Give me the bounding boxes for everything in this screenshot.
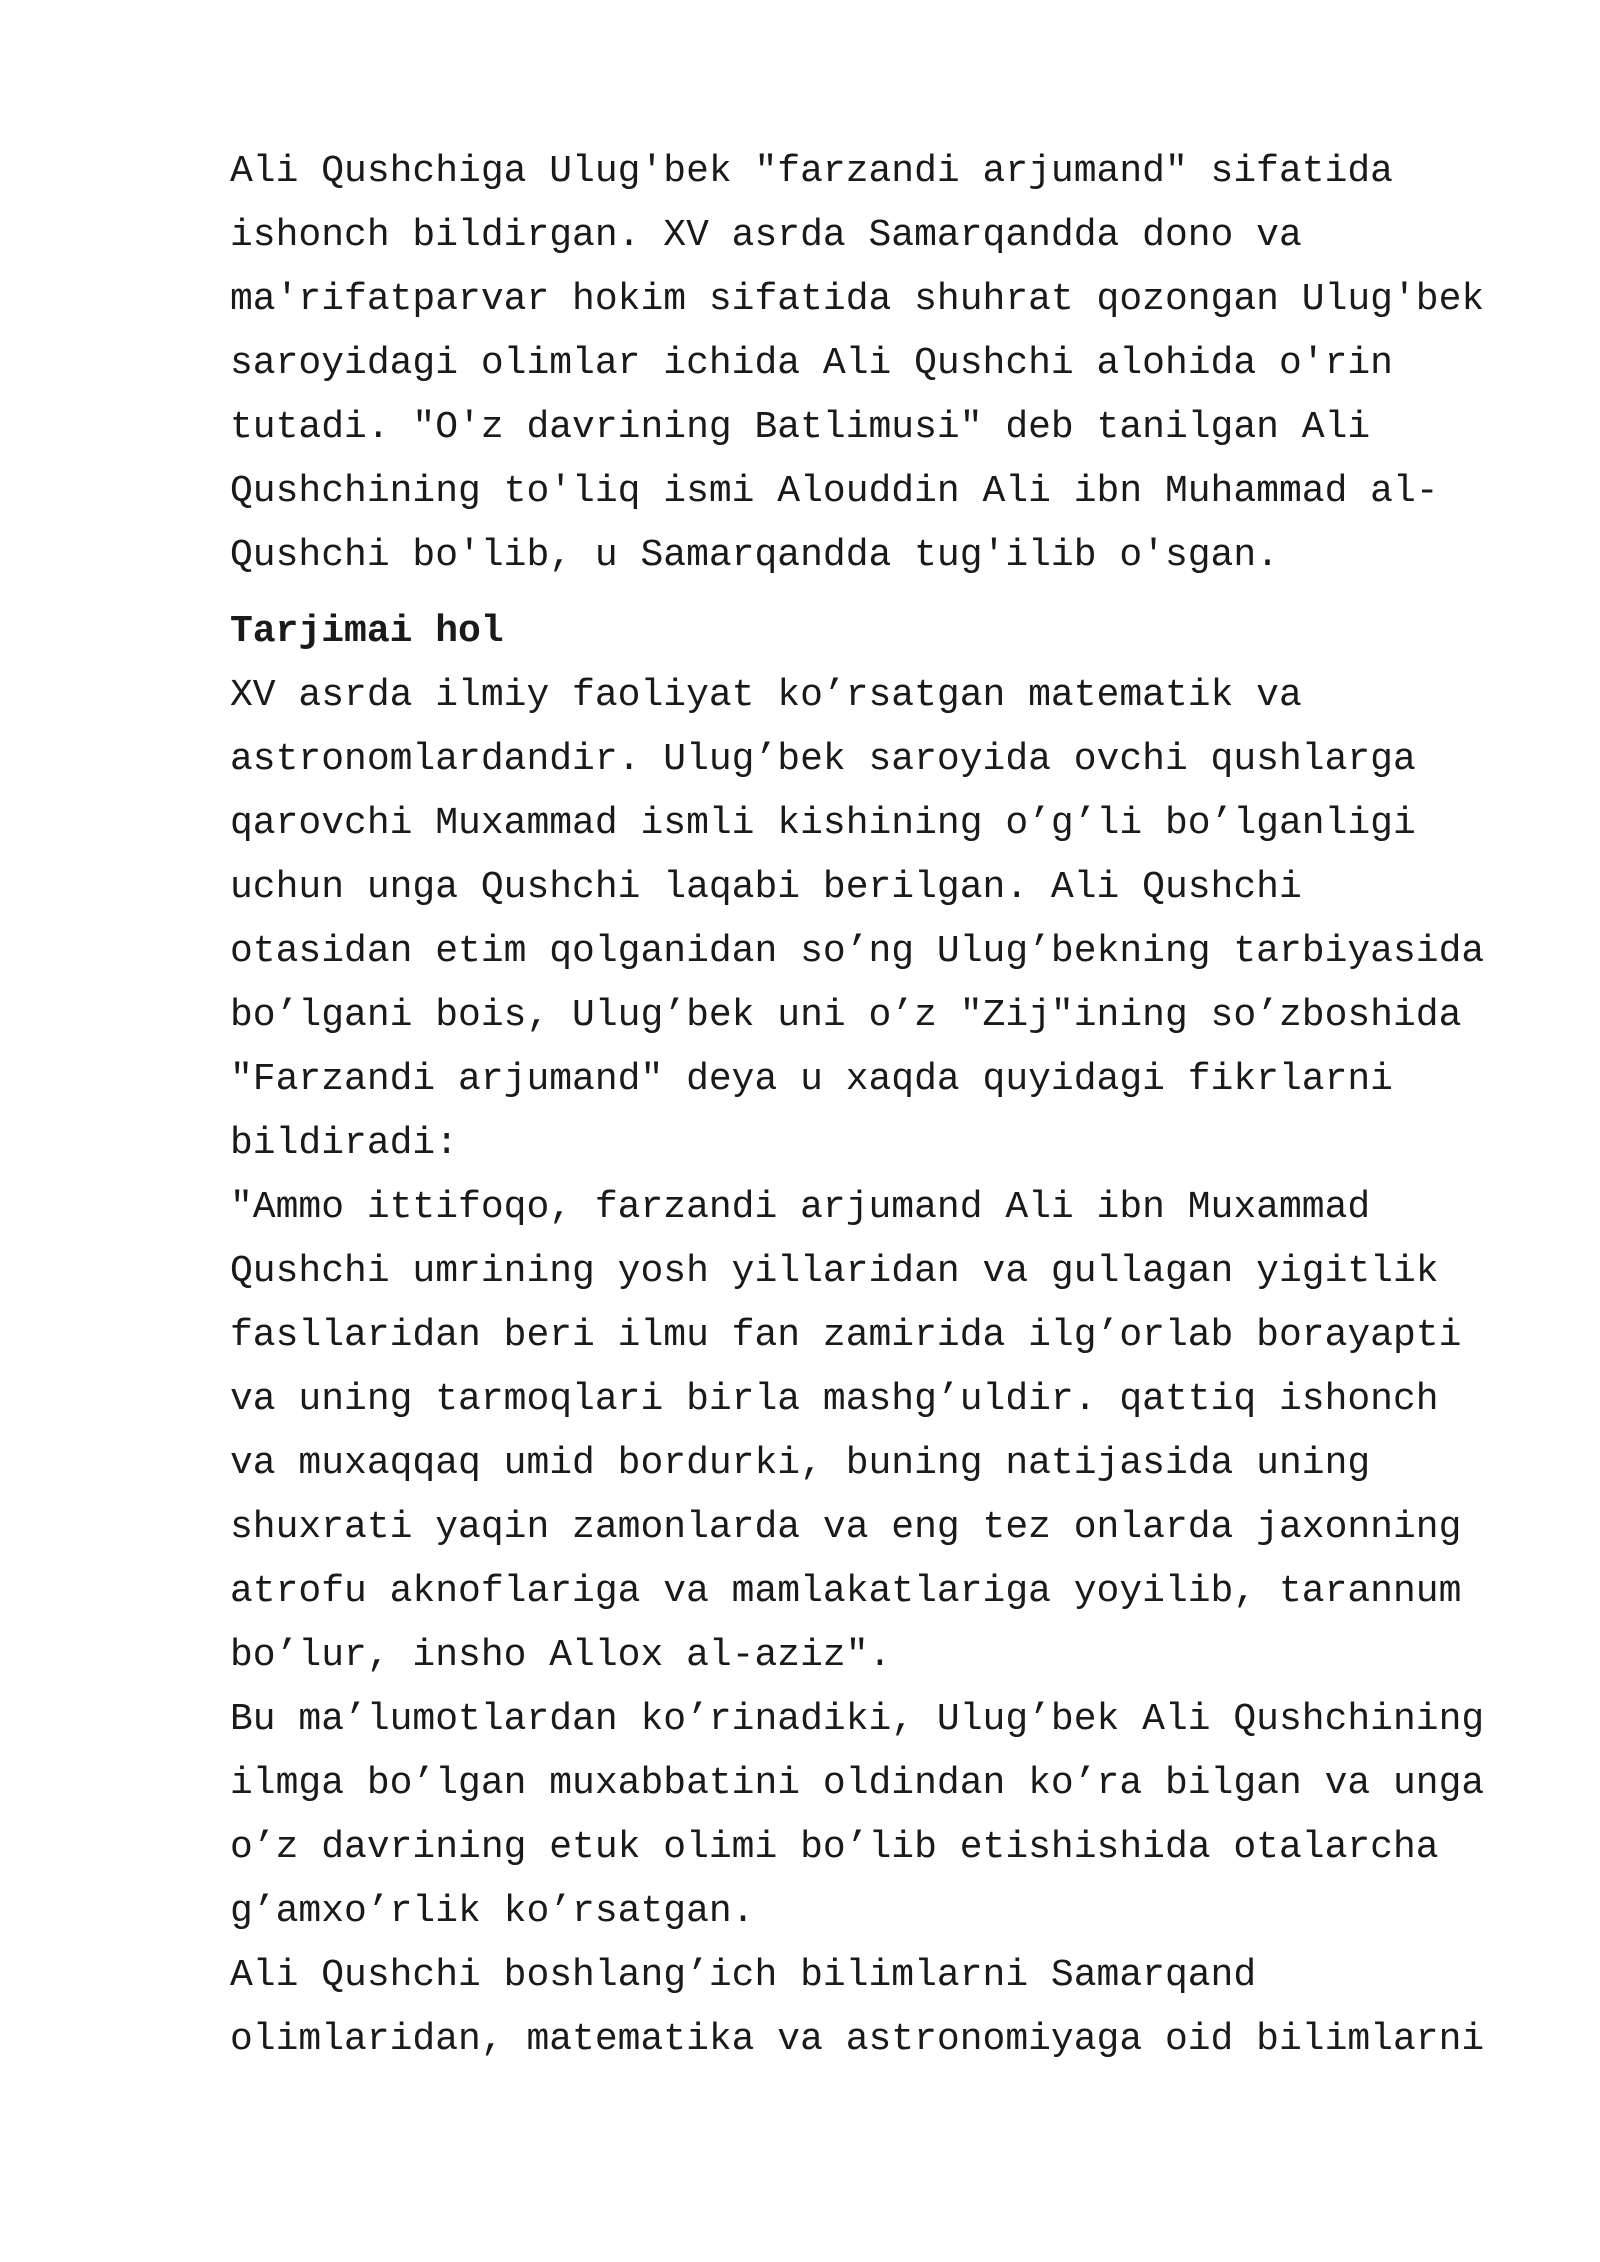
intro-line: tutadi. "O'z davrining Batlimusi" deb tanilgan Ali: [230, 406, 1371, 449]
intro-line: Ali Qushchiga Ulug'bek "farzandi arjumand" sifatida: [230, 150, 1393, 193]
body-line: astronomlardandir. Ulug’bek saroyida ovchi qushlarga: [230, 738, 1416, 781]
body-line: "Farzandi arjumand" deya u xaqda quyidagi fikrlarni: [230, 1058, 1393, 1101]
intro-line: saroyidagi olimlar ichida Ali Qushchi alohida o'rin: [230, 342, 1393, 385]
quote-line: fasllaridan beri ilmu fan zamirida ilg’orlab borayapti: [230, 1314, 1462, 1357]
body-line: Ali Qushchi boshlang’ich bilimlarni Samarqand: [230, 1954, 1257, 1997]
body-line: Bu ma’lumotlardan ko’rinadiki, Ulug’bek Ali Qushchining: [230, 1698, 1485, 1741]
body-line: olimlaridan, matematika va astronomiyaga oid bilimlarni: [230, 2018, 1485, 2061]
body-line: bo’lgani bois, Ulug’bek uni o’z "Zij"ining so’zboshida: [230, 994, 1462, 1037]
intro-line: Qushchi bo'lib, u Samarqandda tug'ilib o'sgan.: [230, 534, 1279, 577]
body-line: qarovchi Muxammad ismli kishining o’g’li bo’lganligi: [230, 802, 1416, 845]
body-line: bildiradi:: [230, 1122, 459, 1165]
body-line: o’z davrining etuk olimi bo’lib etishishida otalarcha: [230, 1826, 1439, 1869]
intro-line: ishonch bildirgan. XV asrda Samarqandda dono va: [230, 214, 1302, 257]
quote-line: Qushchi umrining yosh yillaridan va gullagan yigitlik: [230, 1250, 1439, 1293]
body-line: otasidan etim qolganidan so’ng Ulug’bekning tarbiyasida: [230, 930, 1485, 973]
quote-line: va muxaqqaq umid bordurki, buning natijasida uning: [230, 1442, 1371, 1485]
body-line: g’amxo’rlik ko’rsatgan.: [230, 1890, 755, 1933]
body-line: uchun unga Qushchi laqabi berilgan. Ali Qushchi: [230, 866, 1302, 909]
intro-line: ma'rifatparvar hokim sifatida shuhrat qozongan Ulug'bek: [230, 278, 1485, 321]
quote-line: bo’lur, insho Allox al-aziz".: [230, 1634, 892, 1677]
quote-line: atrofu aknoflariga va mamlakatlariga yoyilib, tarannum: [230, 1570, 1462, 1613]
body-line: ilmga bo’lgan muxabbatini oldindan ko’ra bilgan va unga: [230, 1762, 1485, 1805]
body-line: XV asrda ilmiy faoliyat ko’rsatgan matematik va: [230, 674, 1302, 717]
quote-line: va uning tarmoqlari birla mashg’uldir. qattiq ishonch: [230, 1378, 1439, 1421]
document-body: [230, 140, 1530, 2072]
quote-line: shuxrati yaqin zamonlarda va eng tez onlarda jaxonning: [230, 1506, 1462, 1549]
section-heading: Tarjimai hol: [230, 610, 504, 653]
quote-line: "Ammo ittifoqo, farzandi arjumand Ali ibn Muxammad: [230, 1186, 1371, 1229]
intro-line: Qushchining to'liq ismi Alouddin Ali ibn Muhammad al-: [230, 470, 1439, 513]
